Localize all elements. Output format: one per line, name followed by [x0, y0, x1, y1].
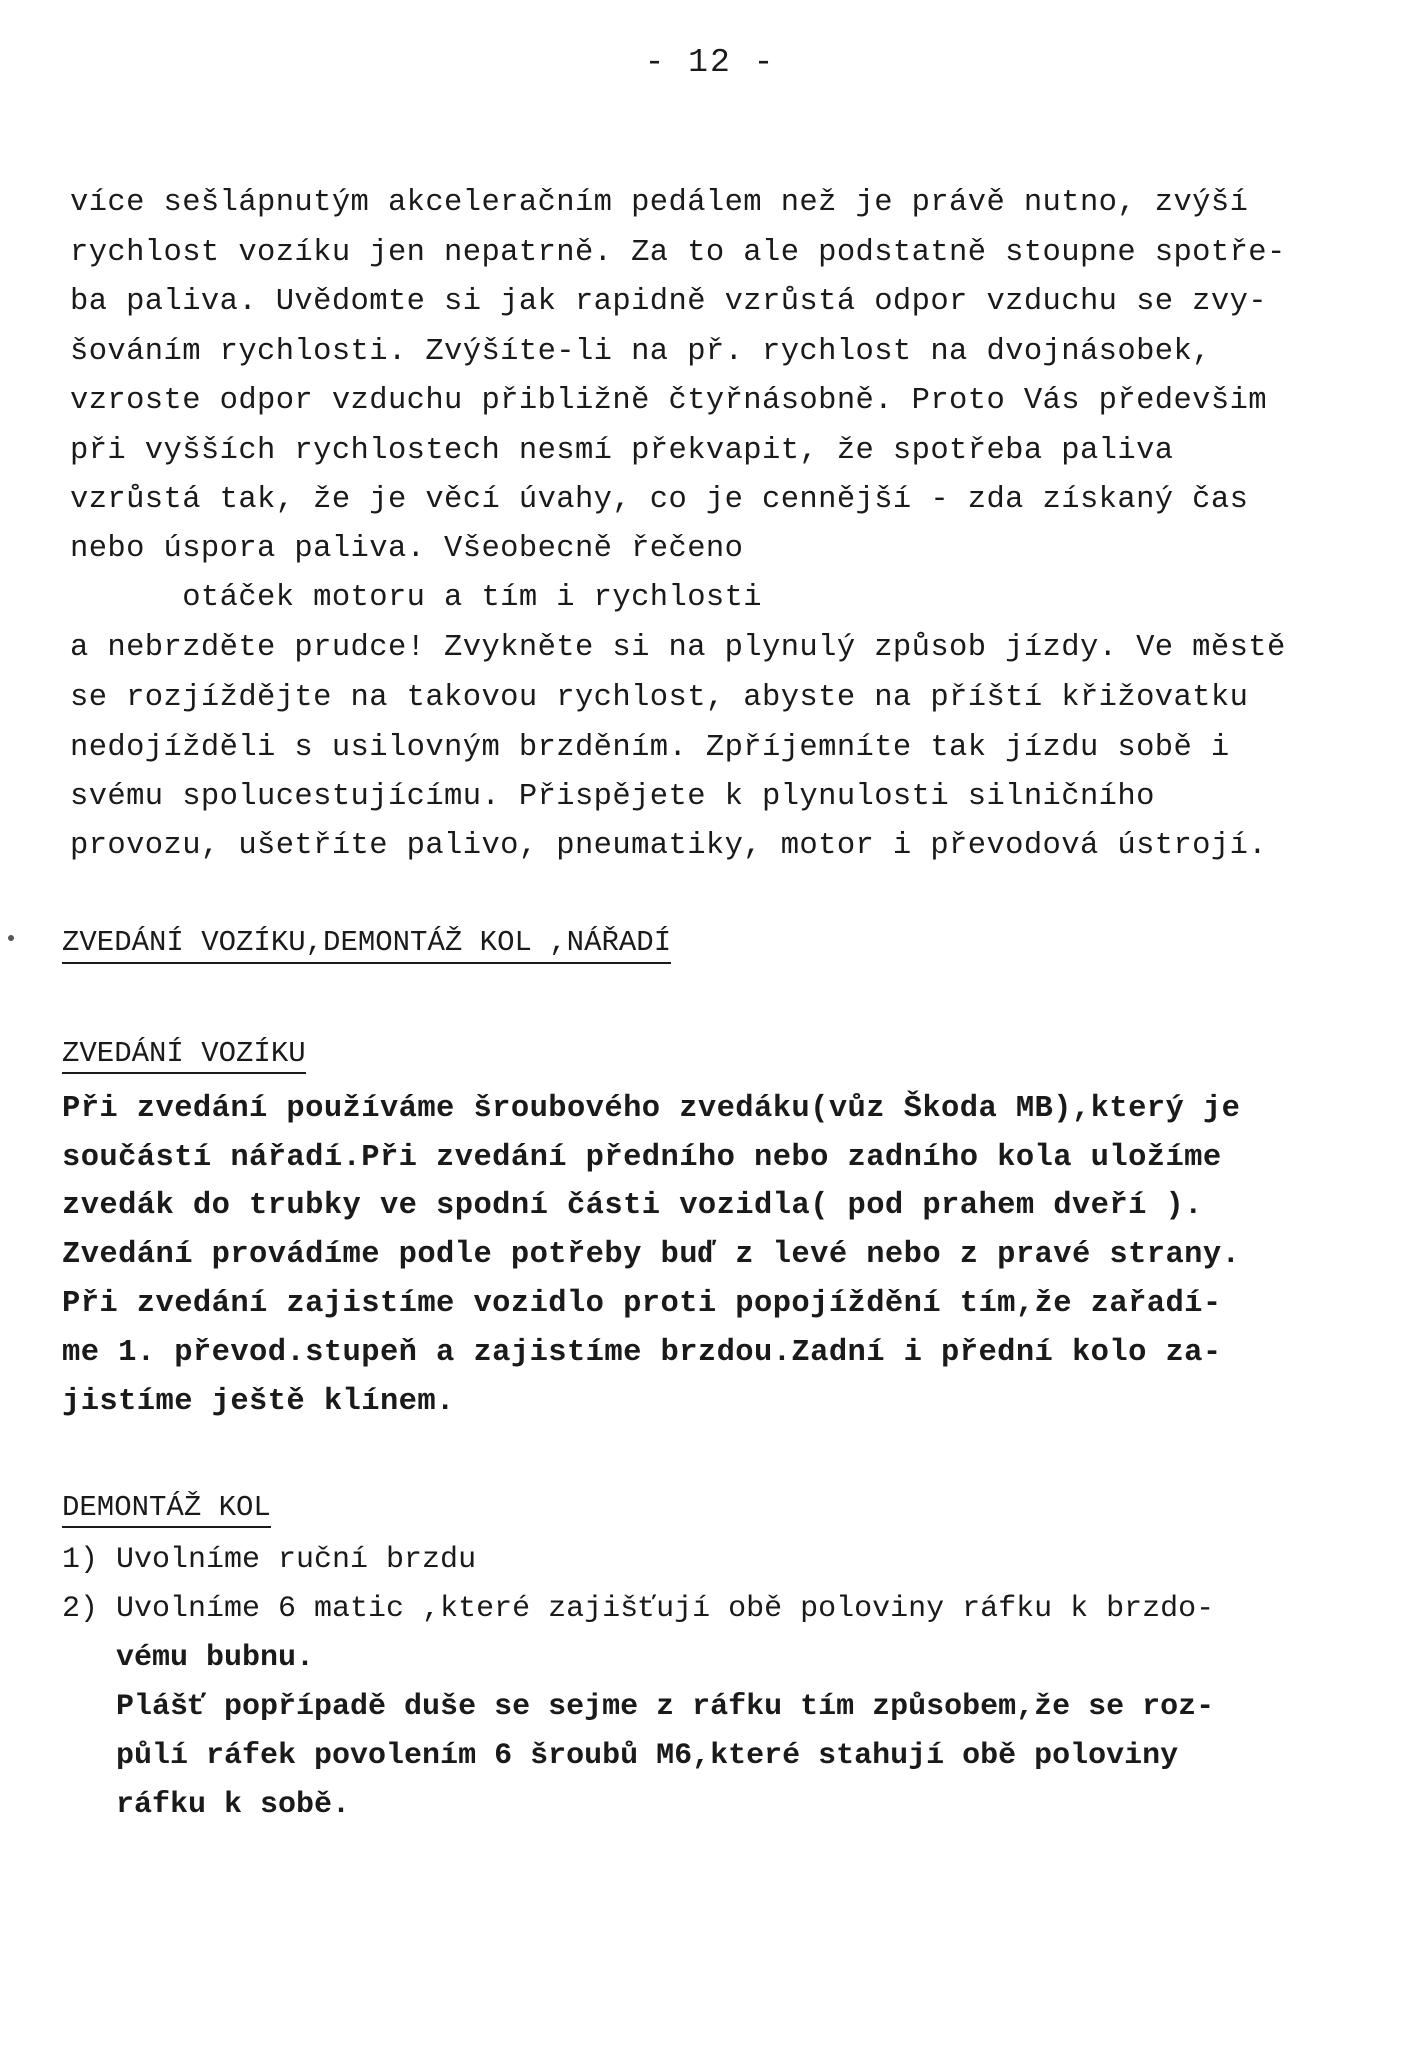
list-item: půlí ráfek povolením 6 šroubů M6,které stahují obě poloviny: [62, 1739, 1179, 1773]
paragraph-line: vzrůstá tak, že je věcí úvahy, co je cennější - zda získaný čas: [70, 483, 1249, 517]
paragraph-line: rychlost vozíku jen nepatrně. Za to ale podstatně stoupne spotře-: [70, 236, 1286, 270]
list-item: vému bubnu.: [62, 1641, 315, 1675]
paragraph-line: Při zvedání zajistíme vozidlo proti popojíždění tím,že zařadí-: [62, 1287, 1222, 1321]
list-item: Plášť popřípadě duše se sejme z ráfku tím způsobem,že se roz-: [62, 1690, 1215, 1724]
paragraph-line: provozu, ušetříte palivo, pneumatiky, motor i převodová ústrojí.: [70, 829, 1267, 863]
subsection-title-wheels: DEMONTÁŽ KOL: [62, 1491, 271, 1528]
subsection-title-lift: ZVEDÁNÍ VOZÍKU: [62, 1037, 306, 1074]
paragraph-line: se rozjíždějte na takovou rychlost, abyste na příští křižovatku: [70, 681, 1249, 715]
paragraph-line: nedojížděli s usilovným brzděním. Zpříjemníte tak jízdu sobě i: [70, 731, 1230, 765]
paragraph-line: a nebrzděte prudce! Zvykněte si na plynulý způsob jízdy. Ve městě: [70, 631, 1286, 665]
paragraph-line: svému spolucestujícímu. Přispějete k plynulosti silničního: [70, 780, 1155, 814]
paragraph-line: vzroste odpor vzduchu přibližně čtyřnásobně. Proto Vás předevšim: [70, 384, 1267, 418]
paragraph-line: více sešlápnutým akceleračním pedálem než je právě nutno, zvýší: [70, 186, 1249, 220]
paragraph-line: šováním rychlosti. Zvýšíte-li na př. rychlost na dvojnásobek,: [70, 335, 1211, 369]
paragraph-line: ba paliva. Uvědomte si jak rapidně vzrůstá odpor vzduchu se zvy-: [70, 285, 1267, 319]
paragraph-line: Při zvedání používáme šroubového zvedáku(vůz Škoda MB),který je: [62, 1092, 1241, 1126]
page-number: - 12 -: [644, 44, 776, 81]
list-item: 2) Uvolníme 6 matic ,které zajišťují obě poloviny ráfku k brzdo-: [62, 1592, 1215, 1626]
paragraph-line: nebo úspora paliva. Všeobecně řečeno: [70, 532, 744, 566]
paragraph-line: jistíme ještě klínem.: [62, 1385, 455, 1419]
section-heading: ZVEDÁNÍ VOZÍKU,DEMONTÁŽ KOL ,NÁŘADÍ: [62, 926, 671, 964]
list-item: 1) Uvolníme ruční brzdu: [62, 1543, 477, 1577]
paragraph-line: Zvedání provádíme podle potřeby buď z levé nebo z pravé strany.: [62, 1238, 1241, 1272]
paragraph-line: otáček motoru a tím i rychlosti: [70, 581, 763, 615]
paragraph-line: součástí nářadí.Při zvedání předního nebo zadního kola uložíme: [62, 1141, 1222, 1175]
paragraph-line: při vyšších rychlostech nesmí překvapit, že spotřeba paliva: [70, 434, 1174, 468]
margin-dot: [8, 935, 14, 941]
paragraph-line: zvedák do trubky ve spodní části vozidla( pod prahem dveří ).: [62, 1189, 1203, 1223]
paragraph-line: me 1. převod.stupeň a zajistíme brzdou.Zadní i přední kolo za-: [62, 1336, 1222, 1370]
list-item: ráfku k sobě.: [62, 1788, 351, 1822]
